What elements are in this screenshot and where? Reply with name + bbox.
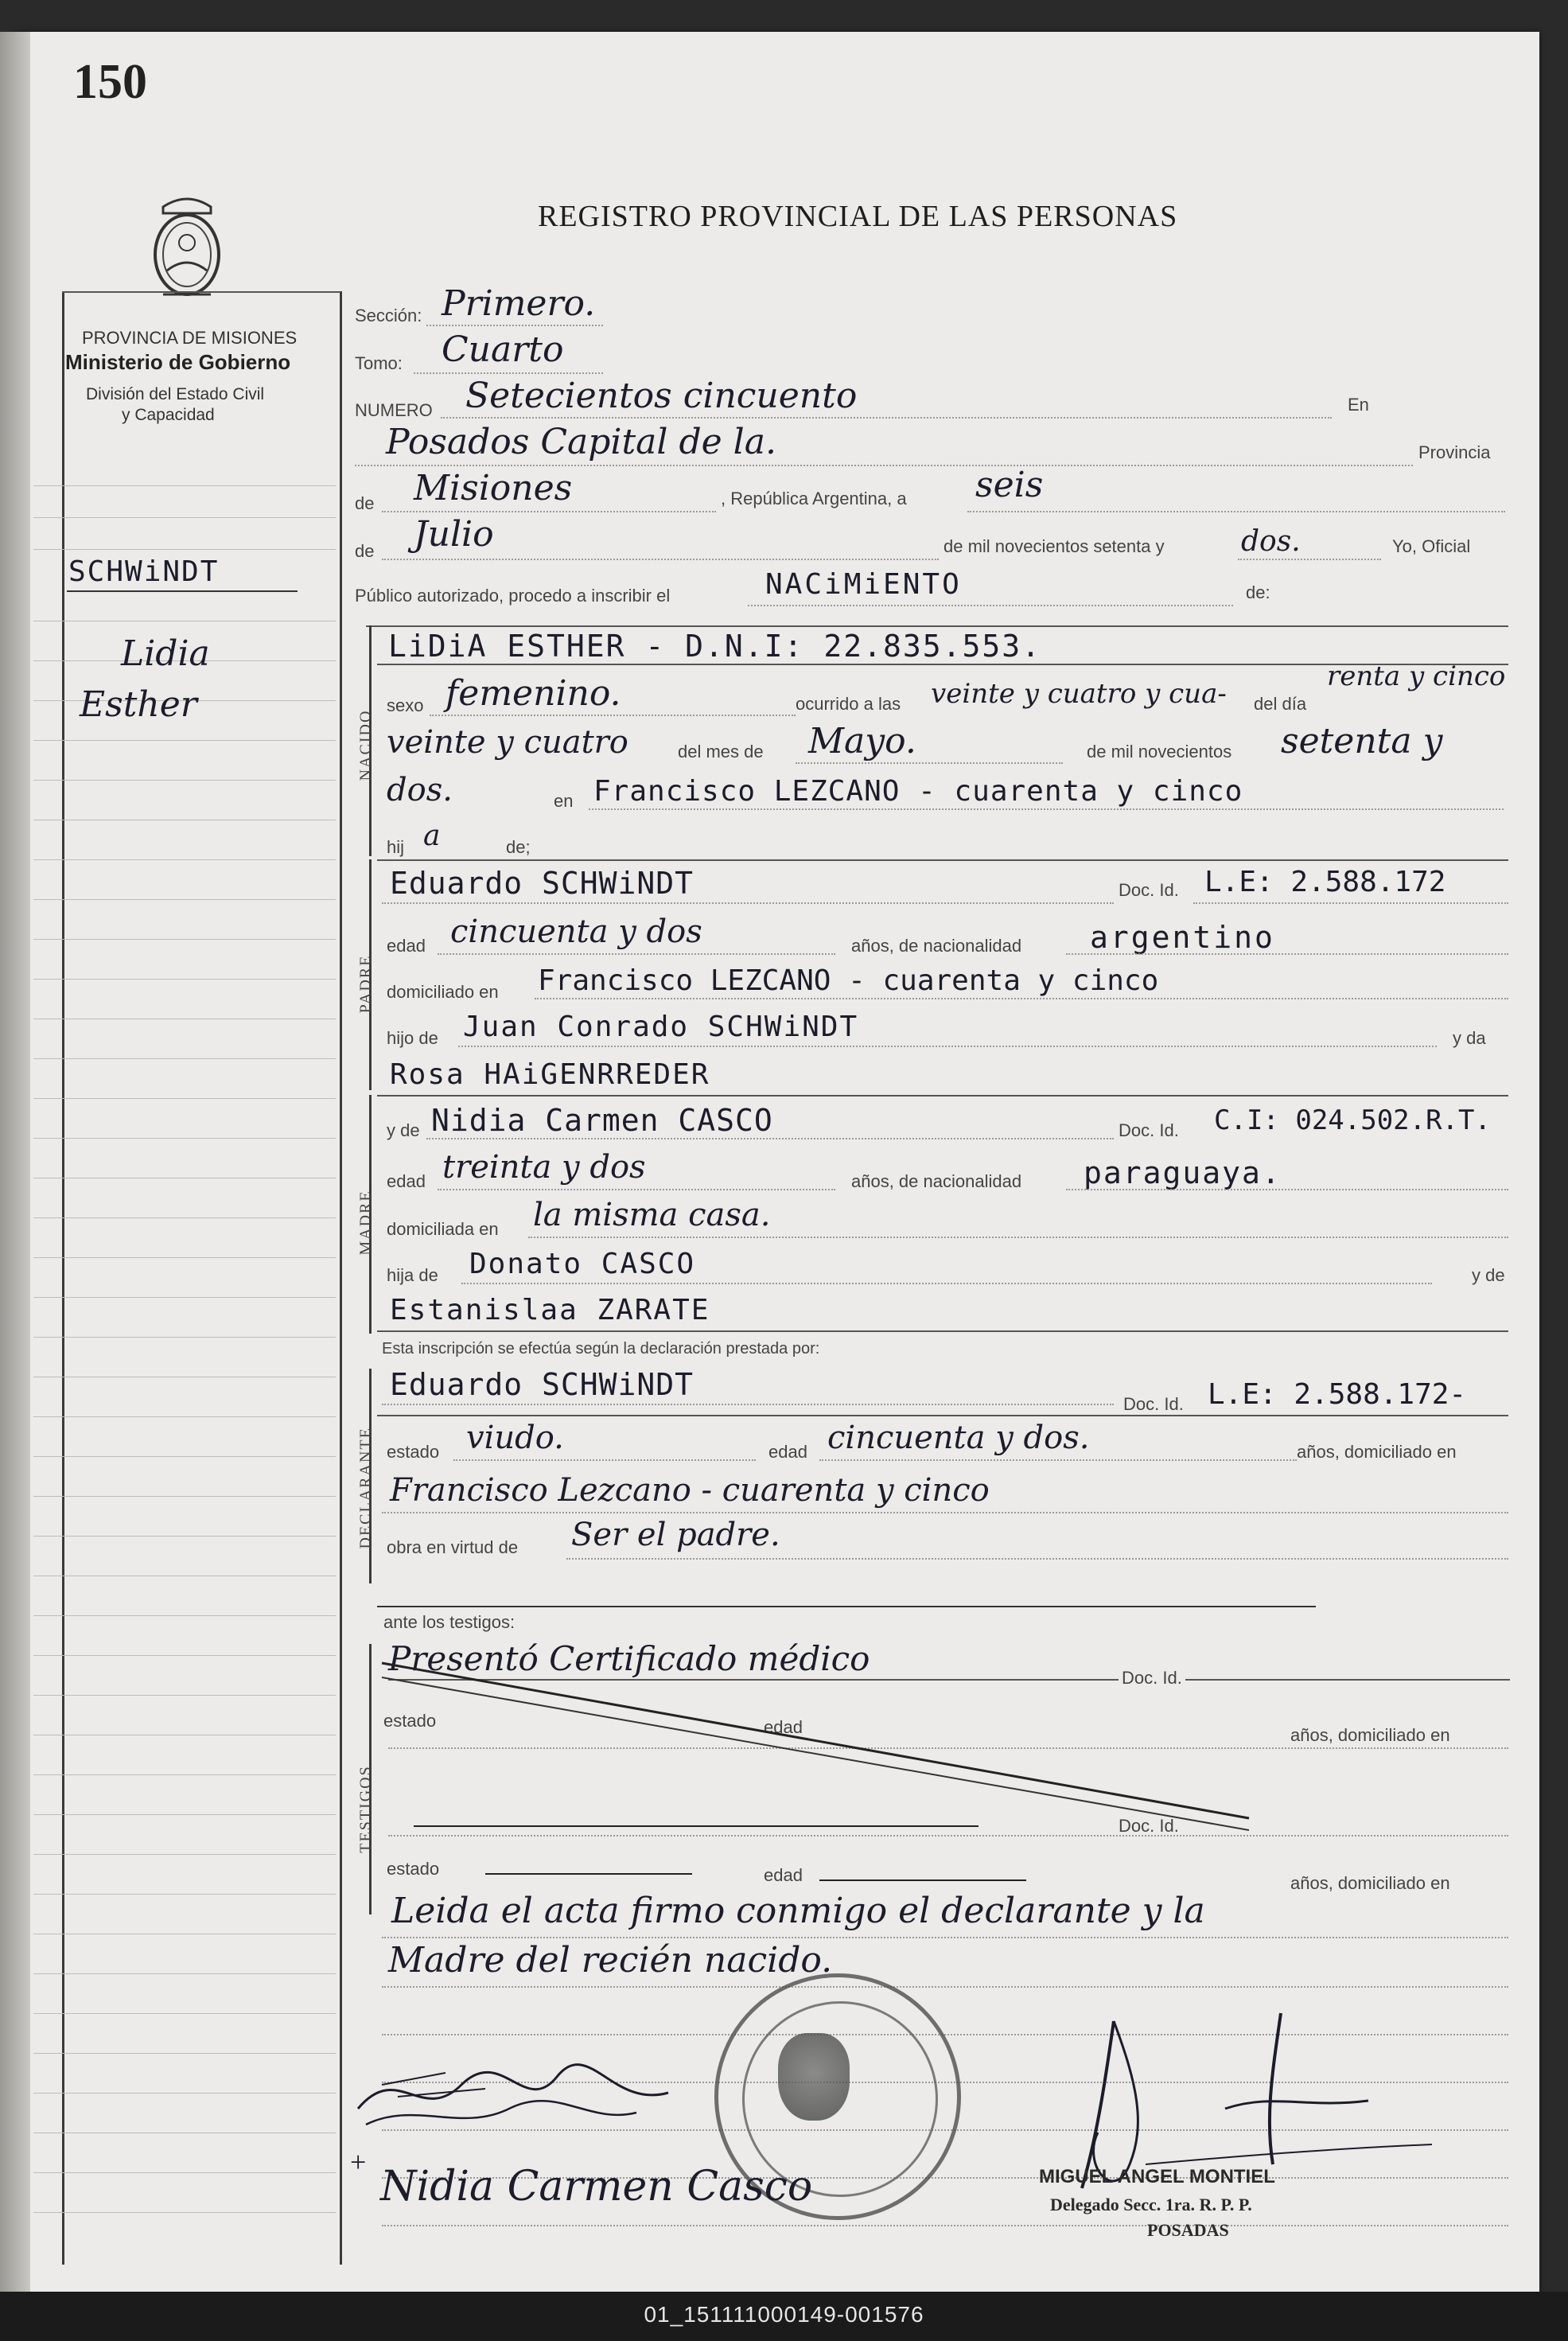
testigos-side-label: TESTIGOS	[356, 1765, 375, 1853]
testigo2-estado-label: estado	[387, 1859, 440, 1879]
sidebar-top-line	[62, 291, 340, 293]
madre-doc-label: Doc. Id.	[1119, 1120, 1179, 1140]
padre-dom-value: Francisco LEZCANO - cuarenta y cinco	[538, 964, 1159, 997]
testigo2-anos-dom-label: años, domiciliado en	[1290, 1873, 1450, 1893]
declarante-side-label: DECLARANTE	[356, 1427, 375, 1549]
sidebar-divider-line	[340, 291, 342, 2265]
hora-cont-value: renta y cinco	[1327, 660, 1506, 692]
obra-label: obra en virtud de	[387, 1537, 519, 1557]
anio-nac-cont-value: dos.	[387, 772, 453, 808]
section-line-madre-top	[377, 1095, 1508, 1096]
declarante-doc-value: L.E: 2.588.172-	[1208, 1378, 1467, 1411]
margin-given-name-1: Lidia	[121, 633, 210, 674]
yo-oficial-label: Yo, Oficial	[1392, 536, 1471, 556]
declarante-estado-value: viudo.	[466, 1420, 564, 1456]
madre-doc-value: C.I: 024.502.R.T.	[1214, 1104, 1491, 1136]
anio-nac-value: setenta y	[1281, 721, 1443, 762]
madre-nombre-value: Nidia Carmen CASCO	[431, 1103, 773, 1138]
provincia-label: Provincia	[1418, 442, 1491, 462]
section-line-padre-top	[377, 859, 1508, 861]
publico-label: Público autorizado, procedo a inscribir el	[355, 586, 671, 606]
declarante-anos-dom-label: años, domiciliado en	[1297, 1442, 1457, 1462]
left-margin-line	[62, 291, 64, 2265]
madre-dom-label: domiciliada en	[387, 1219, 499, 1239]
de-colon-label: de:	[1246, 582, 1270, 602]
testigo1-edad-label: edad	[764, 1717, 803, 1737]
testigos-label: ante los testigos:	[383, 1612, 516, 1632]
padre-hijo-de-label: hijo de	[387, 1028, 438, 1048]
section-line-nacido-top	[366, 625, 1508, 627]
de-label-2: de	[355, 541, 375, 561]
padre-nombre-value: Eduardo SCHWiNDT	[390, 866, 695, 901]
seccion-value: Primero.	[442, 283, 596, 324]
declarante-dom-value: Francisco Lezcano - cuarenta y cinco	[390, 1472, 990, 1509]
padre-edad-value: cincuenta y dos	[450, 913, 702, 950]
madre-side-label: MADRE	[356, 1190, 375, 1256]
tomo-value: Cuarto	[442, 329, 564, 370]
madre-nac-label: años, de nacionalidad	[851, 1171, 1022, 1191]
sexo-label: sexo	[387, 695, 424, 715]
madre-edad-value: treinta y dos	[442, 1149, 646, 1186]
margin-surname-underline	[67, 590, 298, 592]
testigo1-estado-label: estado	[383, 1711, 437, 1731]
testigos-nota-value: Presentó Certificado médico	[388, 1639, 870, 1678]
cierre-line-2: Madre del recién nacido.	[388, 1940, 833, 1981]
madre-edad-label: edad	[387, 1171, 426, 1191]
declarante-estado-label: estado	[387, 1442, 440, 1462]
lugar-nac-value: Francisco LEZCANO - cuarenta y cinco	[593, 775, 1243, 808]
cross-mark-icon: +	[350, 2146, 367, 2178]
hij-label: hij	[387, 837, 405, 857]
numero-label: NUMERO	[355, 400, 433, 420]
seccion-label: Sección:	[355, 306, 422, 325]
anio-value: dos.	[1241, 525, 1301, 558]
margin-given-name-2: Esther	[80, 684, 197, 725]
declarante-doc-line	[377, 1415, 1508, 1416]
nacido-side-label: NACIDO	[356, 709, 375, 781]
inscripcion-label: Esta inscripción se efectúa según la declaración prestada por:	[382, 1340, 820, 1357]
acto-value: NACiMiENTO	[765, 568, 962, 601]
padre-doc-value: L.E: 2.588.172	[1204, 866, 1446, 898]
de-mil-label: de mil novecientos setenta y	[944, 536, 1165, 556]
tomo-label: Tomo:	[355, 353, 403, 373]
dia-value: seis	[975, 465, 1044, 505]
de-semicolon-label: de;	[506, 837, 531, 857]
madre-madre-value: Estanislaa ZARATE	[390, 1294, 710, 1326]
division-label-1: División del Estado Civil	[86, 385, 265, 403]
republica-label: , República Argentina, a	[721, 489, 907, 508]
mes-value: Julio	[414, 514, 494, 555]
madre-dom-value: la misma casa.	[533, 1197, 771, 1233]
padre-doc-label: Doc. Id.	[1119, 880, 1179, 900]
province-label: PROVINCIA DE MISIONES	[82, 328, 298, 348]
padre-edad-label: edad	[387, 936, 426, 956]
numero-value: Setecientos cincuento	[465, 376, 858, 416]
book-binding	[0, 32, 30, 2292]
padre-y-da-label: y da	[1453, 1028, 1486, 1048]
madre-padre-value: Donato CASCO	[469, 1248, 696, 1280]
testigo2-doc-label: Doc. Id.	[1119, 1816, 1179, 1836]
madre-hija-de-label: hija de	[387, 1265, 438, 1285]
division-label-2: y Capacidad	[122, 406, 215, 424]
en-lower-label: en	[554, 791, 574, 811]
dia-nac-value: veinte y cuatro	[387, 724, 628, 761]
nombre-value: LiDiA ESTHER - D.N.I: 22.835.553.	[388, 629, 1041, 664]
testigo1-anos-dom-label: años, domiciliado en	[1290, 1725, 1450, 1745]
declarante-edad-label: edad	[768, 1442, 807, 1462]
stamp-role: Delegado Secc. 1ra. R. P. P.	[1050, 2195, 1252, 2214]
page-number: 150	[73, 55, 147, 109]
madre-nac-value: paraguaya.	[1084, 1155, 1282, 1190]
obra-value: Ser el padre.	[571, 1517, 780, 1553]
testigos-separator	[377, 1606, 1316, 1607]
stamp-city: POSADAS	[1147, 2220, 1229, 2240]
padre-dom-label: domiciliado en	[387, 982, 499, 1002]
declarante-doc-label: Doc. Id.	[1123, 1394, 1184, 1414]
padre-nac-label: años, de nacionalidad	[851, 936, 1022, 956]
hora-value: veinte y cuatro y cua-	[931, 678, 1227, 710]
ministry-label: Ministerio de Gobierno	[65, 350, 291, 374]
declarante-edad-value: cincuenta y dos.	[827, 1420, 1090, 1456]
declarant-signature	[350, 2053, 684, 2140]
sexo-value: femenino.	[445, 673, 621, 714]
section-line-declarante-top	[377, 1330, 1508, 1332]
mes-nac-value: Mayo.	[808, 721, 916, 762]
padre-padre-value: Juan Conrado SCHWiNDT	[463, 1011, 859, 1043]
del-dia-label: del día	[1254, 694, 1307, 714]
en-label: En	[1348, 395, 1369, 415]
testigo1-doc-label: Doc. Id.	[1119, 1668, 1185, 1689]
padre-side-label: PADRE	[356, 954, 375, 1014]
provincia-value: Misiones	[414, 468, 573, 508]
declarante-nombre-value: Eduardo SCHWiNDT	[390, 1367, 695, 1402]
testigo2-edad-label: edad	[764, 1865, 803, 1885]
ciudad-value: Posados Capital de la.	[386, 422, 776, 462]
padre-nac-value: argentino	[1090, 920, 1275, 955]
ocurrido-label: ocurrido a las	[796, 694, 901, 714]
registry-title: REGISTRO PROVINCIAL DE LAS PERSONAS	[538, 200, 1178, 233]
stamp-name: MIGUEL ANGEL MONTIEL	[1039, 2166, 1275, 2187]
de-mil2-label: de mil novecientos	[1087, 742, 1232, 762]
margin-surname: SCHWiNDT	[68, 555, 220, 588]
de-label-1: de	[355, 493, 375, 513]
madre-y-de-right-label: y de	[1472, 1265, 1505, 1285]
archive-id-label: 01_151111000149-001576	[644, 2302, 924, 2327]
cierre-line-1: Leida el acta firmo conmigo el declarante y la	[391, 1891, 1205, 1931]
mother-signature: Nidia Carmen Casco	[380, 2163, 813, 2211]
del-mes-label: del mes de	[678, 742, 764, 762]
hij-suffix-value: a	[423, 820, 441, 852]
madre-y-de-label: y de	[387, 1120, 420, 1140]
padre-madre-value: Rosa HAiGENRREDER	[390, 1058, 710, 1091]
